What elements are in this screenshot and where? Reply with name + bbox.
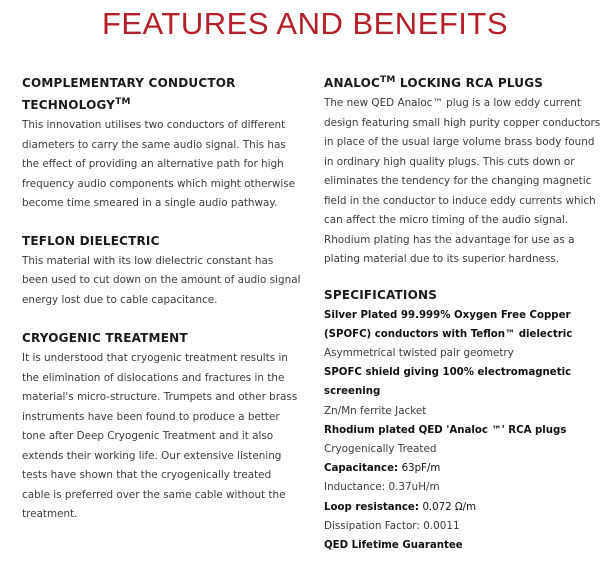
spec-item: SPOFC shield giving 100% electromagnetic screening bbox=[324, 367, 572, 398]
section-conductor bbox=[22, 72, 302, 214]
section-heading bbox=[324, 72, 602, 94]
spec-item bbox=[324, 459, 602, 478]
spec-label: Capacitance: bbox=[324, 463, 402, 475]
spec-value: 63pF/m bbox=[401, 463, 441, 475]
section-body: This material with its low dielectric constant has been used to cut down on the amount of audio signal energy lost due to cable capacitance. bbox=[22, 254, 301, 306]
spec-item: QED Lifetime Guarantee bbox=[324, 539, 463, 551]
spec-item: Zn/Mn ferrite Jacket bbox=[324, 404, 427, 417]
spec-item: Inductance: 0.37uH/m bbox=[324, 481, 440, 494]
trademark-mark: TM bbox=[115, 97, 131, 107]
spec-label: Loop resistance: bbox=[324, 501, 423, 513]
section-heading: SPECIFICATIONS bbox=[324, 287, 438, 302]
spec-list bbox=[324, 306, 602, 556]
section-body: It is understood that cryogenic treatment results in the elimination of dislocations and fractures in the material's micro-structure. Trumpets and other brass instruments have been found to produce a better tone after Deep Cryogenic Treatment and it also extends their working life. Our extensive listening tests have shown that the cryogenically treated cable is preferred over the same cable without the treatment. bbox=[22, 352, 298, 520]
section-teflon bbox=[22, 230, 302, 311]
spec-item: Rhodium plated QED 'Analoc ™' RCA plugs bbox=[324, 424, 567, 436]
section-specifications bbox=[324, 284, 602, 556]
section-body: This innovation utilises two conductors of different diameters to carry the same audio signal. This has the effect of providing an alternative path for high frequency audio components which might otherwise become time smeared in a single audio pathway. bbox=[22, 119, 296, 209]
section-heading: TEFLON DIELECTRIC bbox=[22, 233, 160, 248]
section-heading: CRYOGENIC TREATMENT bbox=[22, 331, 188, 345]
heading-line-1: COMPLEMENTARY CONDUCTOR bbox=[22, 76, 236, 90]
spec-value: 0.072 Ω/m bbox=[422, 501, 476, 513]
spec-item: Silver Plated 99.999% Oxygen Free Copper (SPOFC) conductors with Teflon™ dielectric bbox=[324, 309, 573, 340]
trademark-mark: TM bbox=[380, 75, 396, 85]
section-analoc bbox=[324, 72, 602, 270]
section-cryogenic bbox=[22, 327, 302, 525]
heading-line-2: TECHNOLOGY bbox=[22, 98, 116, 112]
left-column bbox=[22, 72, 302, 541]
heading-part-a: ANALOC bbox=[324, 76, 381, 90]
section-body: The new QED Analoc™ plug is a low eddy current design featuring small high purity copper conductors in place of the usual large volume brass body found in ordinary high quality plugs. This cuts down or eliminates the tendency for the changing magnetic field in the conductor to induce eddy currents which can affect the micro timing of the audio signal. Rhodium plating has the advantage for use as a plating material due to its superior hardness. bbox=[324, 97, 601, 265]
spec-item: Dissipation Factor: 0.0011 bbox=[324, 519, 460, 532]
spec-item: Cryogenically Treated bbox=[324, 442, 437, 455]
page-title: FEATURES AND BENEFITS bbox=[101, 6, 509, 41]
spec-item: Asymmetrical twisted pair geometry bbox=[324, 346, 514, 359]
heading-part-b: LOCKING RCA PLUGS bbox=[395, 76, 544, 90]
spec-item bbox=[324, 498, 602, 517]
section-heading bbox=[22, 72, 302, 116]
right-column bbox=[324, 72, 602, 571]
